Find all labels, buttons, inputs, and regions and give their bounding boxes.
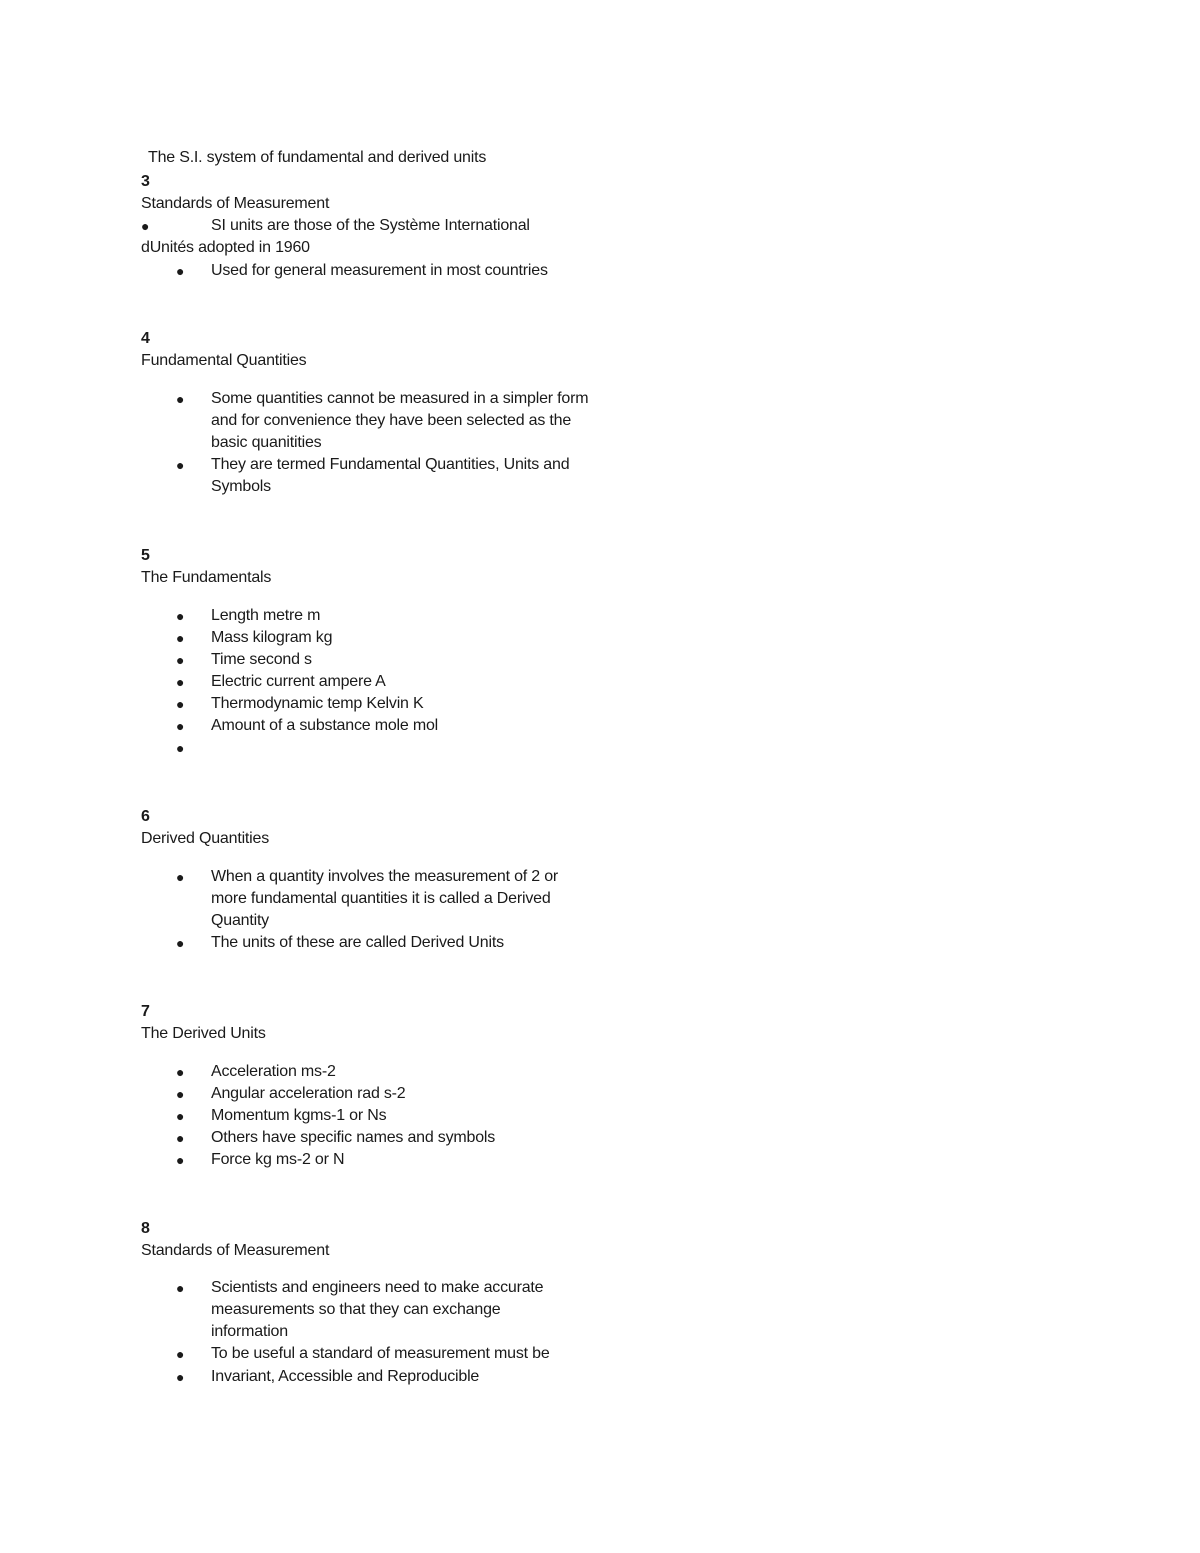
bullet-icon: ● <box>176 1369 185 1385</box>
list-item: Invariant, Accessible and Reproducible <box>211 1368 480 1385</box>
list-item: Momentum kgms-1 or Ns <box>211 1107 387 1124</box>
bullet-icon: ● <box>176 263 185 279</box>
section-3-intro-line1: SI units are those of the Système International <box>211 217 530 234</box>
bullet-icon: ● <box>176 740 185 756</box>
section-heading-8: Standards of Measurement <box>141 1242 330 1259</box>
list-item: Thermodynamic temp Kelvin K <box>211 695 424 712</box>
list-item: Length metre m <box>211 607 321 624</box>
list-item: Time second s <box>211 651 312 668</box>
bullet-icon: ● <box>176 869 185 885</box>
section-heading-7: The Derived Units <box>141 1025 266 1042</box>
section-heading-6: Derived Quantities <box>141 830 270 847</box>
list-item: They are termed Fundamental Quantities, Units and Symbols <box>211 456 570 495</box>
section-number-4: 4 <box>141 330 150 347</box>
section-heading-4: Fundamental Quantities <box>141 352 307 369</box>
bullet-icon: ● <box>176 696 185 712</box>
bullet-icon: ● <box>176 630 185 646</box>
list-item: Some quantities cannot be measured in a simpler form and for convenience they have been selected as the basic quanitities <box>211 390 589 451</box>
list-item: Mass kilogram kg <box>211 629 333 646</box>
bullet-icon: ● <box>176 1280 185 1296</box>
section-number-5: 5 <box>141 547 150 564</box>
list-item: Others have specific names and symbols <box>211 1129 496 1146</box>
list-item: Scientists and engineers need to make accurate measurements so that they can exchange information <box>211 1279 544 1340</box>
bullet-icon: ● <box>176 652 185 668</box>
bullet-icon: ● <box>176 1346 185 1362</box>
bullet-icon: ● <box>176 1108 185 1124</box>
list-item: Amount of a substance mole mol <box>211 717 439 734</box>
bullet-icon: ● <box>176 1130 185 1146</box>
list-item: To be useful a standard of measurement must be <box>211 1345 550 1362</box>
section-number-7: 7 <box>141 1003 150 1020</box>
list-item: Used for general measurement in most countries <box>211 262 548 279</box>
section-3-intro-line2: dUnités adopted in 1960 <box>141 239 310 256</box>
list-item: Electric current ampere A <box>211 673 386 690</box>
document-title: The S.I. system of fundamental and derived units <box>148 149 487 166</box>
section-heading-5: The Fundamentals <box>141 569 272 586</box>
list-item: Angular acceleration rad s-2 <box>211 1085 406 1102</box>
section-number-6: 6 <box>141 808 150 825</box>
bullet-icon: ● <box>176 1152 185 1168</box>
list-item: Force kg ms-2 or N <box>211 1151 345 1168</box>
section-number-3: 3 <box>141 173 150 190</box>
list-item: The units of these are called Derived Units <box>211 934 504 951</box>
bullet-icon: ● <box>176 608 185 624</box>
bullet-icon: ● <box>176 457 185 473</box>
bullet-icon: ● <box>176 1064 185 1080</box>
section-number-8: 8 <box>141 1220 150 1237</box>
bullet-icon: ● <box>141 218 150 234</box>
bullet-icon: ● <box>176 391 185 407</box>
bullet-icon: ● <box>176 1086 185 1102</box>
list-item: Acceleration ms-2 <box>211 1063 336 1080</box>
list-item: When a quantity involves the measurement of 2 or more fundamental quantities it is called a Derived Quantity <box>211 868 559 929</box>
bullet-icon: ● <box>176 935 185 951</box>
bullet-icon: ● <box>176 718 185 734</box>
section-heading-3: Standards of Measurement <box>141 195 330 212</box>
bullet-icon: ● <box>176 674 185 690</box>
